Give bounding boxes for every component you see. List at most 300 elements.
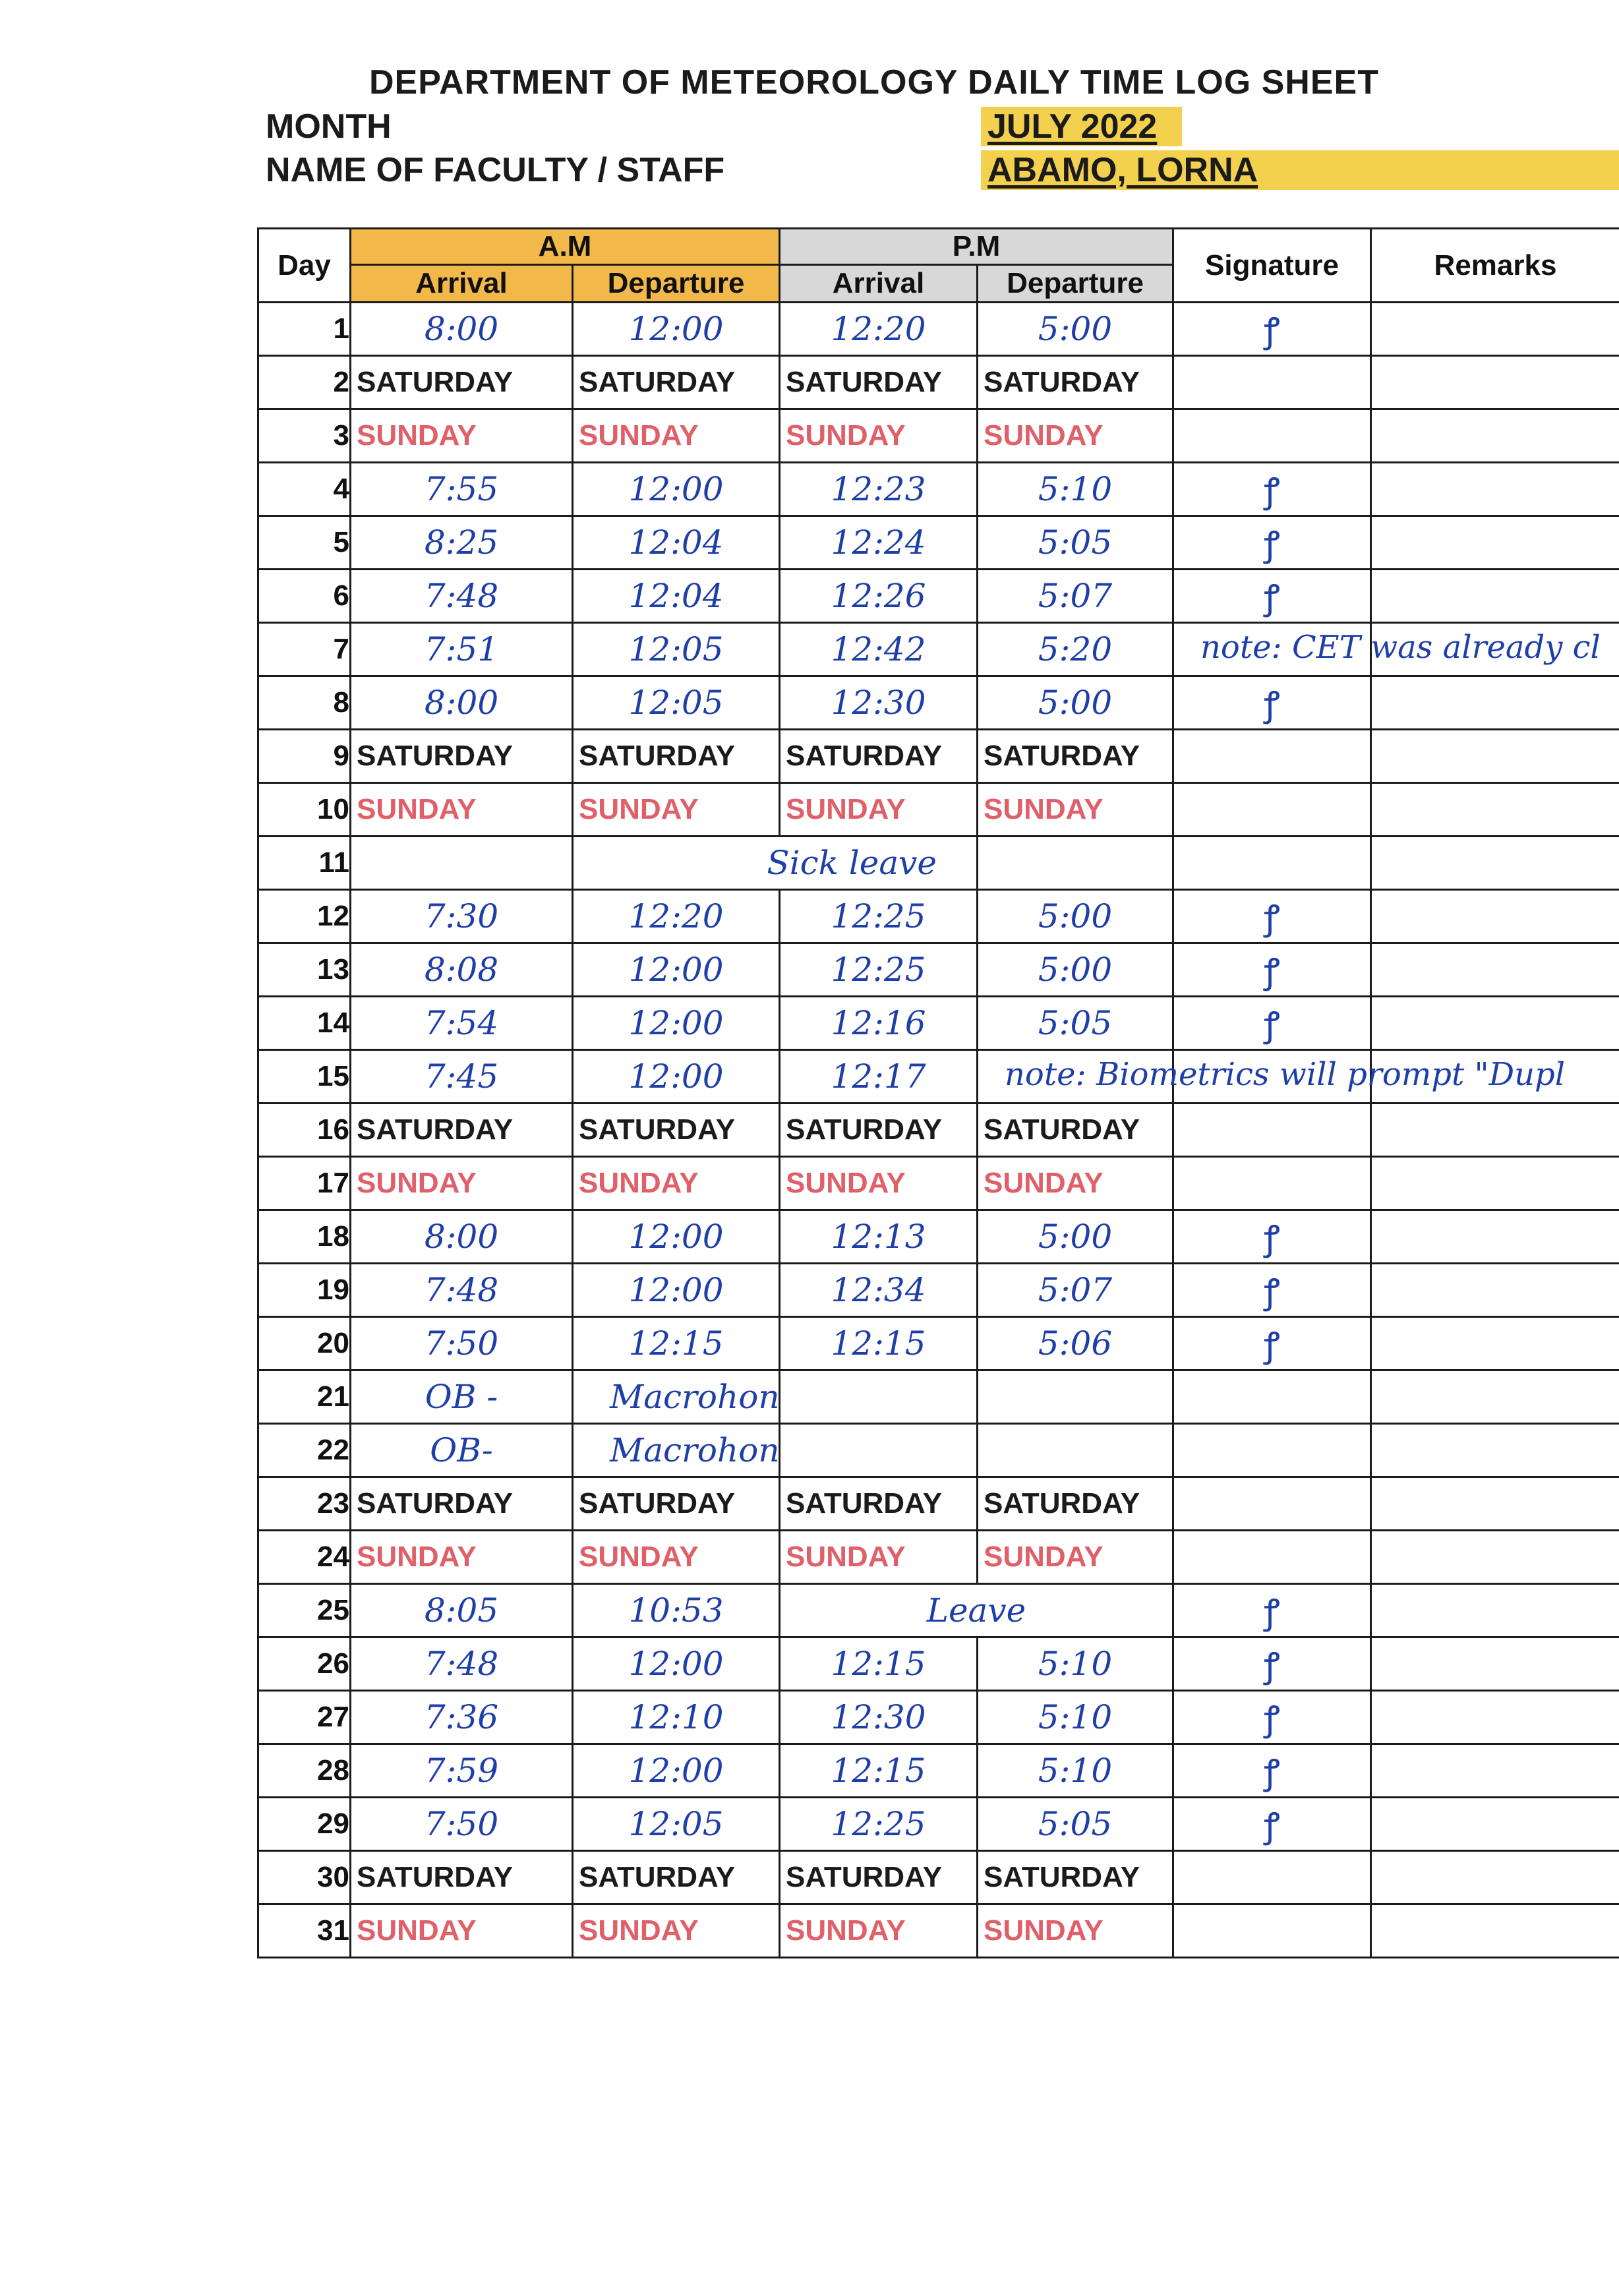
signature-mark: ꝭ	[1264, 471, 1280, 511]
remarks-cell	[1371, 623, 1619, 676]
table-row	[258, 516, 1619, 570]
am-departure-time: 12:00	[628, 1645, 724, 1683]
signature-mark: ꝭ	[1264, 1325, 1280, 1365]
am-arrival-time: 7:48	[424, 1271, 499, 1309]
table-row	[258, 1904, 1619, 1958]
pm-arrival-cell	[780, 1744, 978, 1798]
ob-location: Macrohon	[610, 1378, 780, 1416]
saturday-label: SATURDAY	[579, 740, 736, 772]
am-departure-cell	[573, 1531, 780, 1584]
pm-arrival-header: Arrival	[780, 265, 978, 303]
pm-arrival-cell	[780, 1798, 978, 1851]
ob-label: OB-	[430, 1431, 493, 1469]
pm-arrival-cell	[780, 1691, 978, 1744]
saturday-label: SATURDAY	[786, 1487, 943, 1519]
remarks-cell	[1371, 783, 1619, 837]
col-remarks-header: Remarks	[1371, 229, 1619, 303]
signature-cell	[1173, 730, 1371, 783]
pm-departure-cell	[978, 730, 1173, 783]
am-arrival-cell	[351, 463, 573, 516]
sunday-label: SUNDAY	[357, 1541, 477, 1573]
pm-arrival-cell	[780, 1264, 978, 1317]
remark-note: note: Biometrics will prompt "Dupl	[1005, 1056, 1566, 1093]
pm-arrival-time: 12:15	[831, 1645, 926, 1683]
am-departure-cell	[573, 463, 780, 516]
am-arrival-cell	[351, 1050, 573, 1104]
saturday-label: SATURDAY	[786, 366, 943, 398]
month-value	[981, 107, 1182, 146]
remarks-cell	[1371, 1531, 1619, 1584]
remarks-cell	[1371, 356, 1619, 409]
am-arrival-time: 8:00	[424, 684, 499, 722]
am-arrival-time: 8:00	[424, 310, 499, 348]
pm-arrival-time: 12:24	[831, 523, 926, 562]
pm-departure-cell	[978, 1477, 1173, 1531]
remarks-cell	[1371, 1691, 1619, 1744]
am-arrival-time: 7:54	[424, 1004, 499, 1042]
sunday-label: SUNDAY	[357, 1914, 477, 1947]
signature-cell	[1173, 1637, 1371, 1691]
leave-note: Leave	[926, 1591, 1026, 1630]
pm-departure-time: 5:20	[1038, 630, 1113, 668]
remarks-cell	[1371, 943, 1619, 997]
pm-arrival-cell	[780, 1851, 978, 1904]
day-cell: 29	[258, 1798, 351, 1851]
table-row	[258, 356, 1619, 409]
am-departure-cell	[573, 1050, 780, 1104]
pm-arrival-time: 12:15	[831, 1751, 926, 1790]
am-departure-time: 12:00	[628, 1004, 724, 1042]
am-arrival-cell	[351, 730, 573, 783]
remarks-cell	[1371, 516, 1619, 570]
am-arrival-cell	[351, 1531, 573, 1584]
remarks-cell	[1371, 1050, 1619, 1104]
signature-cell	[1173, 1264, 1371, 1317]
pm-arrival-cell	[780, 1104, 978, 1157]
pm-arrival-cell	[780, 730, 978, 783]
pm-departure-time: 5:07	[1038, 577, 1113, 615]
day-cell: 2	[258, 356, 351, 409]
signature-mark: ꝭ	[1264, 1272, 1280, 1312]
sunday-label: SUNDAY	[357, 793, 477, 825]
signature-cell	[1173, 1370, 1371, 1424]
pm-arrival-time: 12:30	[831, 1698, 926, 1736]
remarks-cell	[1371, 1264, 1619, 1317]
pm-arrival-cell	[780, 890, 978, 943]
remarks-cell	[1371, 1851, 1619, 1904]
remarks-cell	[1371, 837, 1619, 890]
am-departure-cell	[573, 676, 780, 730]
pm-arrival-cell	[780, 303, 978, 356]
pm-departure-cell	[978, 1370, 1173, 1424]
pm-departure-cell	[978, 783, 1173, 837]
pm-departure-cell	[978, 1317, 1173, 1370]
signature-mark: ꝭ	[1264, 1218, 1280, 1258]
sunday-label: SUNDAY	[357, 419, 477, 452]
pm-arrival-time: 12:30	[831, 684, 926, 722]
am-departure-time: 12:00	[628, 1271, 724, 1309]
am-departure-cell	[573, 1317, 780, 1370]
pm-departure-time: 5:05	[1038, 523, 1113, 562]
pm-arrival-time: 12:25	[831, 897, 926, 935]
pm-departure-time: 5:10	[1038, 1698, 1113, 1736]
pm-departure-cell	[978, 356, 1173, 409]
signature-cell	[1173, 1904, 1371, 1958]
signature-cell	[1173, 1744, 1371, 1798]
day-cell: 24	[258, 1531, 351, 1584]
signature-mark: ꝭ	[1264, 1592, 1280, 1632]
day-cell: 30	[258, 1851, 351, 1904]
pm-arrival-cell	[780, 1477, 978, 1531]
day-cell: 10	[258, 783, 351, 837]
pm-departure-time: 5:00	[1038, 310, 1113, 348]
sunday-label: SUNDAY	[786, 1914, 906, 1947]
am-departure-cell	[573, 997, 780, 1050]
pm-arrival-cell	[780, 997, 978, 1050]
pm-arrival-time: 12:34	[831, 1271, 926, 1309]
signature-cell	[1173, 943, 1371, 997]
signature-mark: ꝭ	[1264, 1645, 1280, 1686]
am-arrival-cell	[351, 1637, 573, 1691]
am-arrival-cell	[351, 1424, 573, 1477]
am-arrival-time: 7:51	[424, 630, 499, 668]
col-day-header: Day	[258, 229, 351, 303]
pm-departure-cell	[978, 1904, 1173, 1958]
day-cell: 13	[258, 943, 351, 997]
pm-departure-time: 5:00	[1038, 684, 1113, 722]
saturday-label: SATURDAY	[579, 366, 736, 398]
sunday-label: SUNDAY	[357, 1167, 477, 1199]
signature-mark: ꝭ	[1264, 1806, 1280, 1846]
signature-cell	[1173, 303, 1371, 356]
pm-departure-time: 5:10	[1038, 470, 1113, 508]
pm-arrival-cell	[780, 409, 978, 463]
am-departure-time: 12:15	[628, 1324, 724, 1363]
pm-departure-time: 5:10	[1038, 1751, 1113, 1790]
am-departure-time: 12:00	[628, 1218, 724, 1256]
remarks-cell	[1371, 463, 1619, 516]
am-arrival-cell	[351, 570, 573, 623]
time-log-table	[257, 227, 1619, 1958]
signature-cell	[1173, 623, 1601, 676]
signature-cell	[1173, 676, 1371, 730]
day-cell: 25	[258, 1584, 351, 1637]
day-cell: 26	[258, 1637, 351, 1691]
table-row	[258, 1584, 1619, 1637]
pm-departure-cell	[978, 570, 1173, 623]
sunday-label: SUNDAY	[984, 1541, 1104, 1573]
pm-arrival-time: 12:25	[831, 1805, 926, 1843]
am-arrival-cell	[351, 1370, 573, 1424]
pm-departure-cell	[978, 623, 1173, 676]
remarks-cell	[1371, 1424, 1619, 1477]
am-departure-cell	[573, 356, 780, 409]
pm-arrival-cell	[780, 356, 978, 409]
am-departure-time: 12:00	[628, 951, 724, 989]
pm-arrival-cell	[780, 1210, 978, 1264]
am-departure-time: 12:00	[628, 470, 724, 508]
am-departure-cell	[573, 1477, 780, 1531]
am-arrival-time: 7:55	[424, 470, 499, 508]
remarks-cell	[1371, 676, 1619, 730]
am-arrival-cell	[351, 1584, 573, 1637]
am-departure-cell	[573, 623, 780, 676]
day-cell: 7	[258, 623, 351, 676]
am-arrival-cell	[351, 1798, 573, 1851]
pm-departure-cell	[978, 303, 1173, 356]
pm-group-header: P.M	[780, 229, 1173, 265]
sunday-label: SUNDAY	[579, 1914, 699, 1947]
pm-departure-cell	[978, 676, 1173, 730]
am-departure-cell	[573, 1264, 780, 1317]
signature-mark: ꝭ	[1264, 1699, 1280, 1739]
am-arrival-cell	[351, 516, 573, 570]
am-departure-time: 12:00	[628, 310, 724, 348]
pm-arrival-cell	[780, 623, 978, 676]
pm-departure-cell	[978, 1744, 1173, 1798]
signature-mark: ꝭ	[1264, 898, 1280, 938]
saturday-label: SATURDAY	[357, 1861, 514, 1893]
table-row	[258, 1104, 1619, 1157]
leave-note-cell	[573, 837, 978, 890]
table-row	[258, 730, 1619, 783]
signature-cell	[1173, 1050, 1371, 1104]
name-value	[981, 150, 1619, 190]
table-row	[258, 1691, 1619, 1744]
saturday-label: SATURDAY	[786, 1113, 943, 1146]
day-cell: 19	[258, 1264, 351, 1317]
pm-arrival-cell	[780, 516, 978, 570]
day-cell: 1	[258, 303, 351, 356]
pm-departure-time: 5:05	[1038, 1805, 1113, 1843]
pm-departure-cell	[978, 1798, 1173, 1851]
signature-mark: ꝭ	[1264, 310, 1280, 351]
pm-departure-cell	[978, 1264, 1173, 1317]
remarks-cell	[1371, 1744, 1619, 1798]
pm-arrival-time: 12:23	[831, 470, 926, 508]
sunday-label: SUNDAY	[786, 419, 906, 452]
table-row	[258, 676, 1619, 730]
signature-cell	[1173, 1157, 1371, 1210]
am-departure-time: 12:20	[628, 897, 724, 935]
remarks-cell	[1371, 1798, 1619, 1851]
sunday-label: SUNDAY	[579, 1167, 699, 1199]
table-row	[258, 1531, 1619, 1584]
pm-departure-header: Departure	[978, 265, 1173, 303]
remarks-cell	[1371, 730, 1619, 783]
sunday-label: SUNDAY	[786, 793, 906, 825]
sunday-label: SUNDAY	[579, 1541, 699, 1573]
am-departure-cell	[573, 943, 780, 997]
pm-arrival-time: 12:13	[831, 1218, 926, 1256]
pm-departure-time: 5:00	[1038, 951, 1113, 989]
am-departure-cell	[573, 1157, 780, 1210]
pm-departure-cell	[978, 409, 1173, 463]
am-arrival-time: 8:25	[424, 523, 499, 562]
day-cell: 12	[258, 890, 351, 943]
am-departure-time: 12:00	[628, 1751, 724, 1790]
table-row	[258, 837, 1619, 890]
table-row	[258, 409, 1619, 463]
month-label: MONTH	[266, 107, 392, 146]
am-departure-header: Departure	[573, 265, 780, 303]
pm-departure-cell	[978, 1157, 1173, 1210]
signature-mark: ꝭ	[1264, 524, 1280, 564]
day-cell: 5	[258, 516, 351, 570]
name-label: NAME OF FACULTY / STAFF	[266, 151, 725, 189]
remarks-cell	[1371, 1370, 1619, 1424]
signature-mark: ꝭ	[1264, 1752, 1280, 1792]
signature-cell	[1173, 1584, 1371, 1637]
pm-departure-cell	[978, 890, 1173, 943]
sunday-label: SUNDAY	[786, 1541, 906, 1573]
signature-cell	[1173, 997, 1371, 1050]
day-cell: 3	[258, 409, 351, 463]
table-row	[258, 1264, 1619, 1317]
pm-arrival-cell	[780, 1317, 978, 1370]
remarks-cell	[1371, 1637, 1619, 1691]
col-signature-header: Signature	[1173, 229, 1371, 303]
am-arrival-cell	[351, 1210, 573, 1264]
am-arrival-cell	[351, 303, 573, 356]
pm-departure-cell	[978, 943, 1173, 997]
remarks-cell	[1371, 1317, 1619, 1370]
am-departure-cell	[573, 1691, 780, 1744]
signature-mark: ꝭ	[1264, 1005, 1280, 1045]
pm-departure-cell	[978, 837, 1173, 890]
am-arrival-cell	[351, 783, 573, 837]
remarks-cell	[1371, 1904, 1619, 1958]
table-row	[258, 890, 1619, 943]
am-arrival-cell	[351, 409, 573, 463]
day-cell: 23	[258, 1477, 351, 1531]
pm-departure-cell	[978, 997, 1173, 1050]
sunday-label: SUNDAY	[984, 1167, 1104, 1199]
day-cell: 18	[258, 1210, 351, 1264]
remark-note: note: CET was already cl	[1200, 629, 1601, 666]
remarks-cell	[1371, 409, 1619, 463]
am-departure-cell	[573, 303, 780, 356]
signature-cell	[1173, 1851, 1371, 1904]
day-cell: 14	[258, 997, 351, 1050]
pm-departure-cell	[978, 1691, 1173, 1744]
ob-location-cell	[573, 1424, 780, 1477]
signature-cell	[1173, 1104, 1371, 1157]
am-group-header: A.M	[351, 229, 780, 265]
signature-cell	[1173, 837, 1371, 890]
ob-location: Macrohon	[610, 1431, 780, 1469]
remarks-cell	[1371, 303, 1619, 356]
pm-arrival-cell	[780, 943, 978, 997]
table-row	[258, 1637, 1619, 1691]
pm-arrival-time: 12:25	[831, 951, 926, 989]
saturday-label: SATURDAY	[984, 1113, 1140, 1146]
day-cell: 9	[258, 730, 351, 783]
am-arrival-cell	[351, 1744, 573, 1798]
am-departure-time: 12:04	[628, 523, 724, 562]
am-arrival-cell	[351, 997, 573, 1050]
am-arrival-cell	[351, 1477, 573, 1531]
saturday-label: SATURDAY	[357, 366, 514, 398]
pm-departure-cell	[978, 1050, 1566, 1104]
am-departure-time: 12:05	[628, 630, 724, 668]
pm-departure-cell	[978, 1531, 1173, 1584]
saturday-label: SATURDAY	[786, 1861, 943, 1893]
signature-cell	[1173, 1317, 1371, 1370]
pm-arrival-cell	[780, 783, 978, 837]
table-row	[258, 1157, 1619, 1210]
table-row	[258, 1210, 1619, 1264]
table-row	[258, 1477, 1619, 1531]
am-departure-cell	[573, 409, 780, 463]
pm-departure-cell	[978, 463, 1173, 516]
pm-departure-time: 5:07	[1038, 1271, 1113, 1309]
am-departure-time: 12:04	[628, 577, 724, 615]
pm-arrival-time: 12:42	[831, 630, 926, 668]
am-arrival-time: 7:50	[424, 1324, 499, 1363]
am-departure-cell	[573, 783, 780, 837]
signature-cell	[1173, 783, 1371, 837]
pm-arrival-cell	[780, 1157, 978, 1210]
day-cell: 20	[258, 1317, 351, 1370]
am-departure-cell	[573, 730, 780, 783]
pm-departure-cell	[978, 1851, 1173, 1904]
am-arrival-time: 8:00	[424, 1218, 499, 1256]
signature-cell	[1173, 1210, 1371, 1264]
leave-note: Sick leave	[767, 844, 937, 882]
am-arrival-time: 7:36	[424, 1698, 499, 1736]
am-departure-time: 12:00	[628, 1057, 724, 1096]
pm-arrival-cell	[780, 1531, 978, 1584]
signature-cell	[1173, 1531, 1371, 1584]
signature-cell	[1173, 1424, 1371, 1477]
table-row	[258, 997, 1619, 1050]
am-departure-time: 10:53	[628, 1591, 724, 1630]
saturday-label: SATURDAY	[984, 366, 1140, 398]
saturday-label: SATURDAY	[579, 1861, 736, 1893]
log-body	[258, 303, 1619, 1958]
am-arrival-time: 7:45	[424, 1057, 499, 1096]
pm-departure-time: 5:05	[1038, 1004, 1113, 1042]
day-cell: 16	[258, 1104, 351, 1157]
sunday-label: SUNDAY	[579, 419, 699, 452]
pm-arrival-cell	[780, 1424, 978, 1477]
table-row	[258, 1370, 1619, 1424]
day-cell: 15	[258, 1050, 351, 1104]
am-arrival-cell	[351, 1691, 573, 1744]
remarks-cell	[1371, 570, 1619, 623]
pm-arrival-cell	[780, 1370, 978, 1424]
signature-mark: ꝭ	[1264, 684, 1280, 724]
pm-departure-time: 5:00	[1038, 897, 1113, 935]
am-arrival-time: 7:48	[424, 1645, 499, 1683]
signature-cell	[1173, 570, 1371, 623]
am-departure-cell	[573, 1637, 780, 1691]
table-row	[258, 1050, 1619, 1104]
table-row	[258, 463, 1619, 516]
am-arrival-cell	[351, 890, 573, 943]
name-value-text: ABAMO, LORNA	[987, 151, 1258, 189]
table-row	[258, 623, 1619, 676]
day-cell: 17	[258, 1157, 351, 1210]
pm-arrival-cell	[780, 570, 978, 623]
am-arrival-time: 7:30	[424, 897, 499, 935]
am-departure-cell	[573, 1584, 780, 1637]
pm-departure-cell	[978, 1104, 1173, 1157]
am-departure-cell	[573, 516, 780, 570]
page-title: DEPARTMENT OF METEOROLOGY DAILY TIME LOG SHEET	[369, 63, 1379, 102]
day-cell: 21	[258, 1370, 351, 1424]
